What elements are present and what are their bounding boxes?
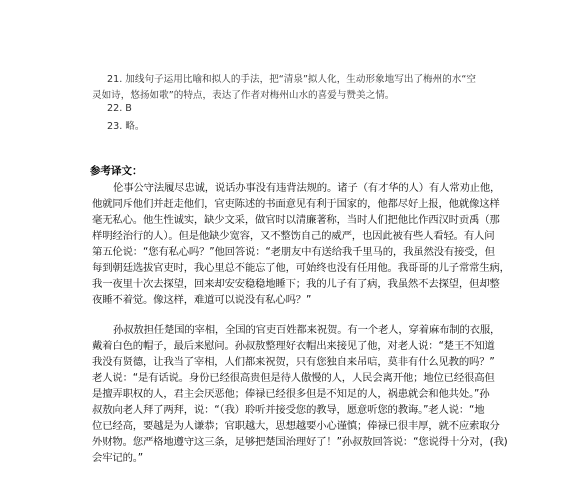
paragraph-1-line: 我一夜里十次去探望，回来却安安稳稳地睡下；我的儿子有了病，我虽然不去探望，但却整 [92,278,500,290]
translation-title: 参考译文： [90,165,143,177]
paragraph-1-line: 他就同斥他们并赶走他们，官吏陈述的书面意见有利于国家的，他都尽好上报，他就像这样 [92,198,500,210]
paragraph-1-line: 每到朝廷选拔官吏时，我心里总不能忘了他，可始终也没有任用他。我哥哥的儿子常常生病， [92,262,510,274]
paragraph-2-line: 戴着白色的帽子，最后来慰问。孙叔敖整理好衣帽出来接见了他，对老人说：“楚王不知道 [92,340,495,352]
paragraph-2-line: 老人说：“是有话说。身份已经很高贵但是待人傲慢的人，人民会离开他；地位已经很高但 [92,372,495,384]
answer-23: 23. 略。 [107,121,145,132]
paragraph-2-line: 位已经高，要越是为人谦恭；官职越大，思想越要小心谨慎；俸禄已很丰厚，就不应索取分 [92,420,500,432]
paragraph-1-line: 第五伦说：“您有私心吗？”他回答说：“老朋友中有送给我千里马的，我虽然没有接受，但 [92,246,495,258]
paragraph-1-line: 夜睡不着觉。像这样，难道可以说没有私心吗？” [92,294,312,306]
answer-21-line-1: 21. 加线句子运用比喻和拟人的手法，把“清泉”拟人化，生动形象地写出了梅州的水“空 [107,74,476,85]
paragraph-1-line: 毫无私心。他生性诚实，缺少文采，做官时以清廉著称，当时人们把他比作西汉时贡禹（那 [92,214,500,226]
paragraph-1-line: 样明经治行的人）。但是他缺少宽容，又不整饬自己的威严，也因此被有些人看轻。有人问 [92,230,495,242]
paragraph-2-line: 会牢记的。” [92,452,143,464]
paragraph-2-line: 是擅弄职权的人，君主会厌恶他；俸禄已经很多但是不知足的人，祸患就会和他共处。”孙 [92,388,490,400]
answer-21-line-2: 灵如诗，悠扬如歌”的特点，表达了作者对梅州山水的喜爱与赞美之情。 [92,90,395,101]
paragraph-2-line: 孙叔敖担任楚国的宰相，全国的官吏百姓都来祝贺。有一个老人，穿着麻布制的衣服， [113,324,501,336]
paragraph-2-line: 外财物。您严格地遵守这三条，足够把楚国治理好了！”孙叔敖回答说：“您说得十分对，(我) [92,436,508,448]
paragraph-2-line: 叔敖向老人拜了两拜，说：“（我）聆听并接受您的教导，愿意听您的教诲。”老人说：“地 [92,404,485,416]
paragraph-1-line: 伦事公守法履尽忠诚，说话办事没有违背法规的。诸子（有才华的人）有人常劝止他， [113,182,501,194]
paragraph-2-line: 我没有贤德，让我当了宰相，人们都来祝贺，只有您独自来吊唁，莫非有什么见教的吗？” [92,356,495,368]
answer-22: 22. B [107,103,132,114]
